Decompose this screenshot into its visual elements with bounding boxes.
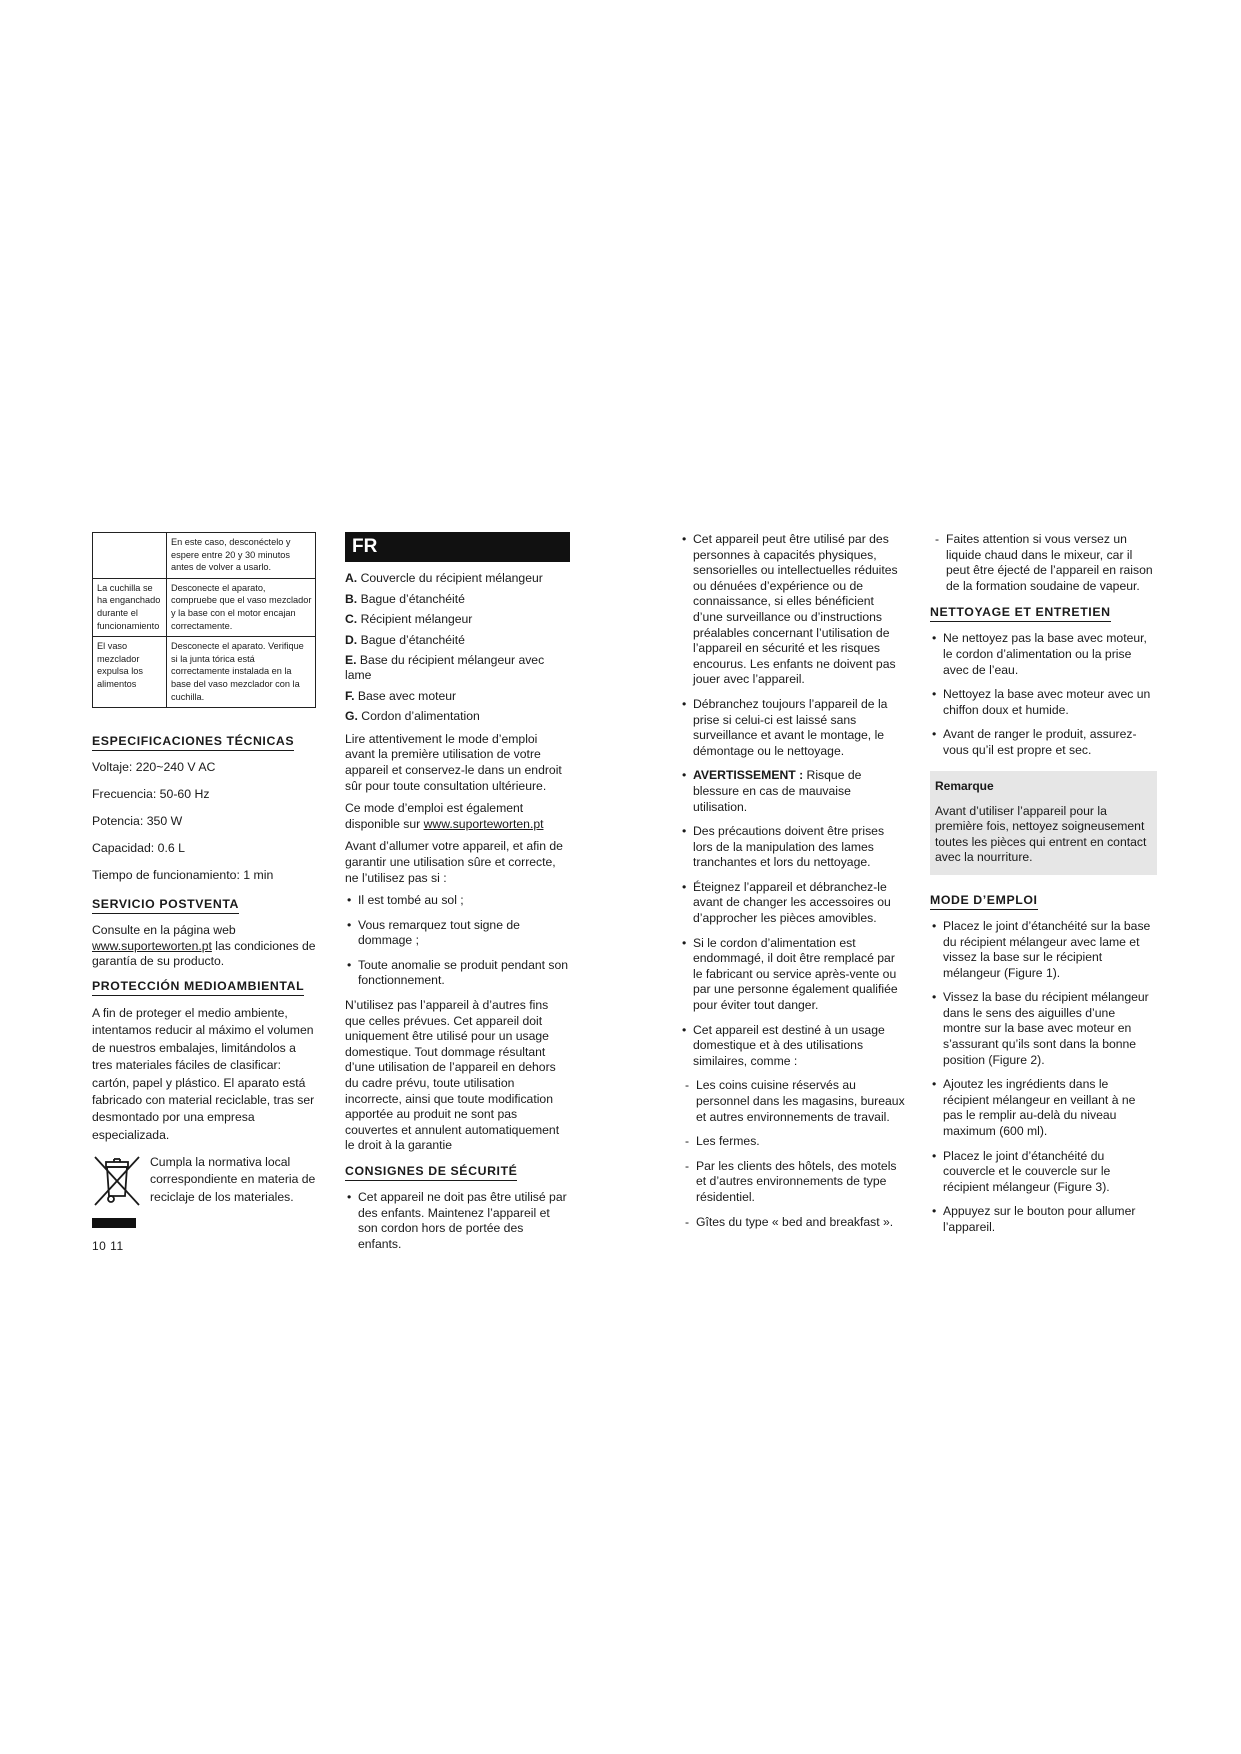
list-item: • Éteignez l’appareil et débranchez-le avant de changer les accessoires ou d’approcher les pièces amovibles. xyxy=(680,880,905,927)
list-item: • Cet appareil est destiné à un usage domestique et à des utilisations similaires, comme : xyxy=(680,1023,905,1070)
weee-notice xyxy=(92,1154,318,1210)
list-item: • Cet appareil ne doit pas être utilisé par des enfants. Maintenez l’appareil et son cordon hors de portée des enfants. xyxy=(345,1190,570,1252)
list-item: - Par les clients des hôtels, des motels et d’autres environnements de type résidentiel. xyxy=(680,1159,905,1206)
list-item: • Vous remarquez tout signe de dommage ; xyxy=(345,918,570,949)
support-link[interactable]: www.suporteworten.pt xyxy=(423,816,544,831)
language-header: FR xyxy=(345,532,570,562)
support-link[interactable]: www.suporteworten.pt xyxy=(92,938,212,953)
weee-text: Cumpla la normativa local correspondiente en materia de reciclaje de los materiales. xyxy=(150,1155,316,1204)
page-numbers: 10 11 xyxy=(92,1239,124,1254)
cleaning-list xyxy=(930,631,1155,758)
french-column-2 xyxy=(680,532,905,1239)
intro-text xyxy=(345,732,570,886)
hot-liquid-list xyxy=(930,532,1155,594)
remark-box xyxy=(930,771,1157,875)
list-item: • Ne nettoyez pas la base avec moteur, le cordon d’alimentation ou la prise avec de l’eau. xyxy=(930,631,1155,678)
remark-title: Remarque xyxy=(935,778,994,793)
warning-label: AVERTISSEMENT : xyxy=(693,768,804,783)
spec-operating-time: Tiempo de funcionamiento: 1 min xyxy=(92,868,274,883)
instructions-list xyxy=(930,919,1155,1236)
list-item: - Les fermes. xyxy=(680,1134,905,1150)
list-item: • Toute anomalie se produit pendant son fonctionnement. xyxy=(345,958,570,989)
crossed-out-wheelie-bin-icon xyxy=(92,1154,142,1208)
list-item: • Des précautions doivent être prises lors de la manipulation des lames tranchantes et lors du nettoyage. xyxy=(680,824,905,871)
spec-power: Potencia: 350 W xyxy=(92,814,183,829)
spanish-column xyxy=(92,532,318,1253)
problem-cell: La cuchilla se ha enganchado durante el funcionamiento xyxy=(93,578,167,636)
list-item: • Vissez la base du récipient mélangeur dans le sens des aiguilles d’une montre sur la base avec moteur en s’assurant qu’ils sont dans la bonne position (Figure 2). xyxy=(930,990,1155,1068)
table-row xyxy=(93,637,316,708)
spec-capacity: Capacidad: 0.6 L xyxy=(92,841,185,856)
list-item: • Placez le joint d’étanchéité du couvercle et le couvercle sur le récipient mélangeur (Figure 3). xyxy=(930,1149,1155,1196)
problem-cell xyxy=(93,533,167,579)
environment-text: A fin de proteger el medio ambiente, intentamos reducir al máximo el volumen de nuestros embalajes, limitándolos a tres materiales fáciles de clasificar: cartón, papel y plástico. El aparato está fabricado con material reciclable, tras ser desmontado por una empresa especializada. xyxy=(92,1005,315,1142)
list-item xyxy=(680,768,905,815)
intro-paragraph: Lire attentivement le mode d’emploi avant la première utilisation de votre appareil et conservez-le dans un endroit sûr pour toute consultation ultérieure. xyxy=(345,731,562,793)
list-item: - Gîtes du type « bed and breakfast ». xyxy=(680,1215,905,1231)
spec-frequency: Frecuencia: 50-60 Hz xyxy=(92,787,210,802)
remark-text: Avant d’utiliser l’appareil pour la première fois, nettoyez soigneusement toutes les pièces qui entrent en contact avec la nourriture. xyxy=(935,803,1147,865)
black-bar xyxy=(92,1218,136,1228)
table-row xyxy=(93,533,316,579)
manual-available-text: Ce mode d’emploi est également disponible sur xyxy=(345,801,524,831)
service-heading: SERVICIO POSTVENTA xyxy=(92,897,239,914)
list-item: • Placez le joint d’étanchéité sur la base du récipient mélangeur avec lame et vissez la base sur le récipient mélangeur (Figure 1). xyxy=(930,919,1155,981)
list-item: - Les coins cuisine réservés au personnel dans les magasins, bureaux et autres environnements de travail. xyxy=(680,1078,905,1125)
usage-places-list xyxy=(680,1078,905,1230)
cleaning-heading: NETTOYAGE ET ENTRETIEN xyxy=(930,605,1111,622)
french-column-3 xyxy=(930,532,1155,1245)
conditions-list xyxy=(345,893,570,989)
service-text-pre: Consulte en la página web xyxy=(92,923,236,938)
list-item: E. Base du récipient mélangeur avec lame xyxy=(345,653,545,682)
french-column-1 xyxy=(345,532,570,1261)
list-item: C. Récipient mélangeur xyxy=(345,612,473,627)
list-item: B. Bague d’étanchéité xyxy=(345,591,465,606)
safety-list-start xyxy=(345,1190,570,1252)
problem-cell: El vaso mezclador expulsa los alimentos xyxy=(93,637,167,708)
spec-voltage: Voltaje: 220~240 V AC xyxy=(92,760,216,775)
safety-heading: CONSIGNES DE SÉCURITÉ xyxy=(345,1164,517,1181)
service-text-post: las condiciones de garantía de su producto. xyxy=(92,938,316,969)
specs-heading: ESPECIFICACIONES TÉCNICAS xyxy=(92,734,294,751)
list-item: G. Cordon d’alimentation xyxy=(345,709,480,724)
list-item: - Faites attention si vous versez un liquide chaud dans le mixeur, car il peut être éjecté de l’appareil en raison de la formation soudaine de vapeur. xyxy=(930,532,1155,594)
solution-cell: En este caso, desconéctelo y espere entre 20 y 30 minutos antes de volver a usarlo. xyxy=(167,533,316,579)
safety-list xyxy=(680,532,905,1069)
usage-warning-text: N’utilisez pas l’appareil à d’autres fins que celles prévues. Cet appareil doit uniquement être utilisé pour un usage domestique. Tout dommage résultant d’une utilisation de l’appareil en dehors du cadre prévu, toute utilisation incorrecte, ainsi que toute modification apportée au produit ne sont pas couvertes et annulent automatiquement le droit à la garantie xyxy=(345,998,560,1153)
solution-cell: Desconecte el aparato. Verifique si la junta tórica está correctamente instalada en la base del vaso mezclador con la cuchilla. xyxy=(167,637,316,708)
solution-cell: Desconecte el aparato, compruebe que el vaso mezclador y la base con el motor encajan correctamente. xyxy=(167,578,316,636)
before-use-text: Avant d’allumer votre appareil, et afin de garantir une utilisation sûre et correcte, ne l’utilisez pas si : xyxy=(345,839,563,885)
list-item: • Ajoutez les ingrédients dans le récipient mélangeur en veillant à ne pas le remplir au-delà du niveau maximum (600 ml). xyxy=(930,1077,1155,1139)
service-text xyxy=(92,923,318,970)
list-item: F. Base avec moteur xyxy=(345,688,457,703)
list-item: • Il est tombé au sol ; xyxy=(345,893,570,909)
list-item: • Débranchez toujours l’appareil de la prise si celui-ci est laissé sans surveillance et avant le montage, le démontage ou le nettoyage. xyxy=(680,697,905,759)
instructions-heading: MODE D’EMPLOI xyxy=(930,893,1038,910)
troubleshooting-table xyxy=(92,532,316,708)
warning-text: Risque de blessure en cas de mauvaise utilisation. xyxy=(693,768,862,814)
table-row xyxy=(93,578,316,636)
list-item: • Cet appareil peut être utilisé par des personnes à capacités physiques, sensorielles ou intellectuelles réduites ou dénuées d’expérience ou de connaissance, si elles bénéficient d’une surveillance ou d’instructions préalables concernant l’utilisation de l’appareil en sécurité et les risques encourus. Les enfants ne doivent pas jouer avec l’appareil. xyxy=(680,532,905,688)
list-item: • Nettoyez la base avec moteur avec un chiffon doux et humide. xyxy=(930,687,1155,718)
list-item: • Appuyez sur le bouton pour allumer l’appareil. xyxy=(930,1204,1155,1235)
environment-heading: PROTECCIÓN MEDIOAMBIENTAL xyxy=(92,979,304,996)
list-item: A. Couvercle du récipient mélangeur xyxy=(345,571,543,585)
parts-list xyxy=(345,571,570,724)
list-item: D. Bague d’étanchéité xyxy=(345,632,465,647)
list-item: • Si le cordon d’alimentation est endommagé, il doit être remplacé par le fabricant ou service après-vente ou par une personne également qualifiée pour éviter tout danger. xyxy=(680,936,905,1014)
list-item: • Avant de ranger le produit, assurez-vous qu’il est propre et sec. xyxy=(930,727,1155,758)
